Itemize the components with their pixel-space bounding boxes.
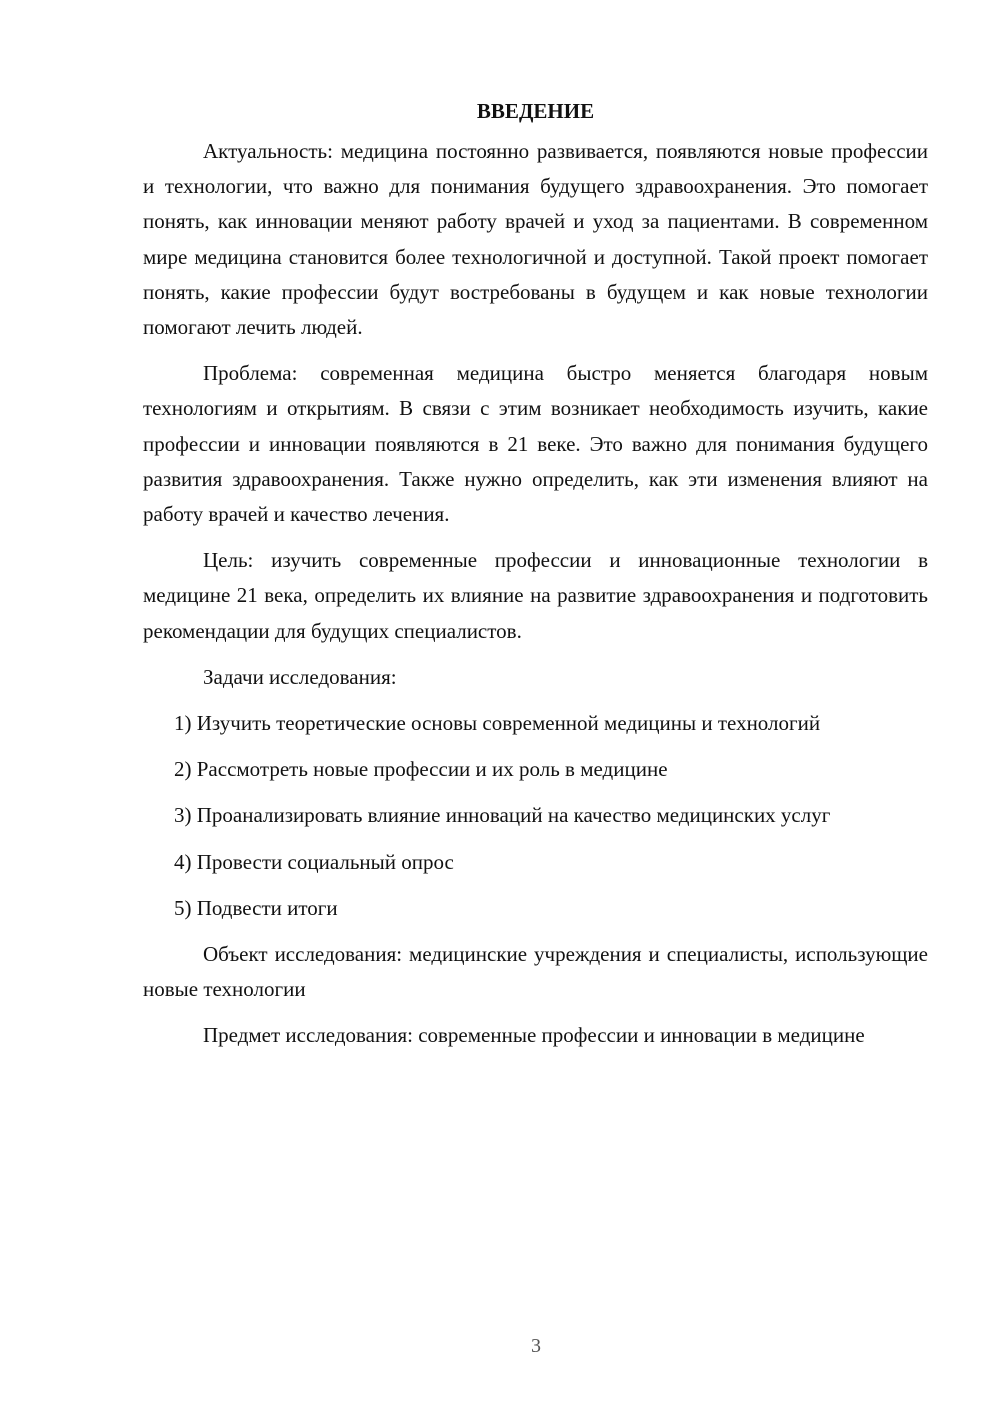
section-title: ВВЕДЕНИЕ	[476, 99, 595, 123]
paragraph-problem: Проблема: современная медицина быстро меняется благодаря новым технологиям и открытиям. В связи с этим возникает необходимость изучить, какие профессии и инновации появляются в 21 веке. Это важно для понимания будущего развития здравоохранения. Также нужно определить, как эти изменения влияют на работу врачей и качество лечения.	[143, 361, 928, 527]
task-item-2: 2) Рассмотреть новые профессии и их роль в медицине	[174, 757, 668, 782]
task-item-5: 5) Подвести итоги	[174, 895, 338, 920]
task-item-1: 1) Изучить теоретические основы современной медицины и технологий	[174, 711, 821, 736]
paragraph-relevance: Актуальность: медицина постоянно развивается, появляются новые профессии и технологии, что важно для понимания будущего здравоохранения. Это помогает понять, как инновации меняют работу врачей и уход за пациентами. В современном мире медицина становится более технологичной и доступной. Такой проект помогает понять, какие профессии будут востребованы в будущем и как новые технологии помогают лечить людей.	[143, 139, 928, 340]
paragraph-goal: Цель: изучить современные профессии и инновационные технологии в медицине 21 века, определить их влияние на развитие здравоохранения и подготовить рекомендации для будущих специалистов.	[143, 548, 928, 643]
task-item-4: 4) Провести социальный опрос	[174, 849, 454, 874]
task-item-3: 3) Проанализировать влияние инноваций на качество медицинских услуг	[174, 803, 831, 828]
tasks-heading: Задачи исследования:	[203, 664, 397, 689]
page-number: 3	[531, 1335, 541, 1357]
paragraph-object: Объект исследования: медицинские учреждения и специалисты, использующие новые технологии	[143, 942, 928, 1002]
paragraph-subject: Предмет исследования: современные профессии и инновации в медицине	[203, 1023, 865, 1048]
page-content	[143, 94, 928, 1065]
